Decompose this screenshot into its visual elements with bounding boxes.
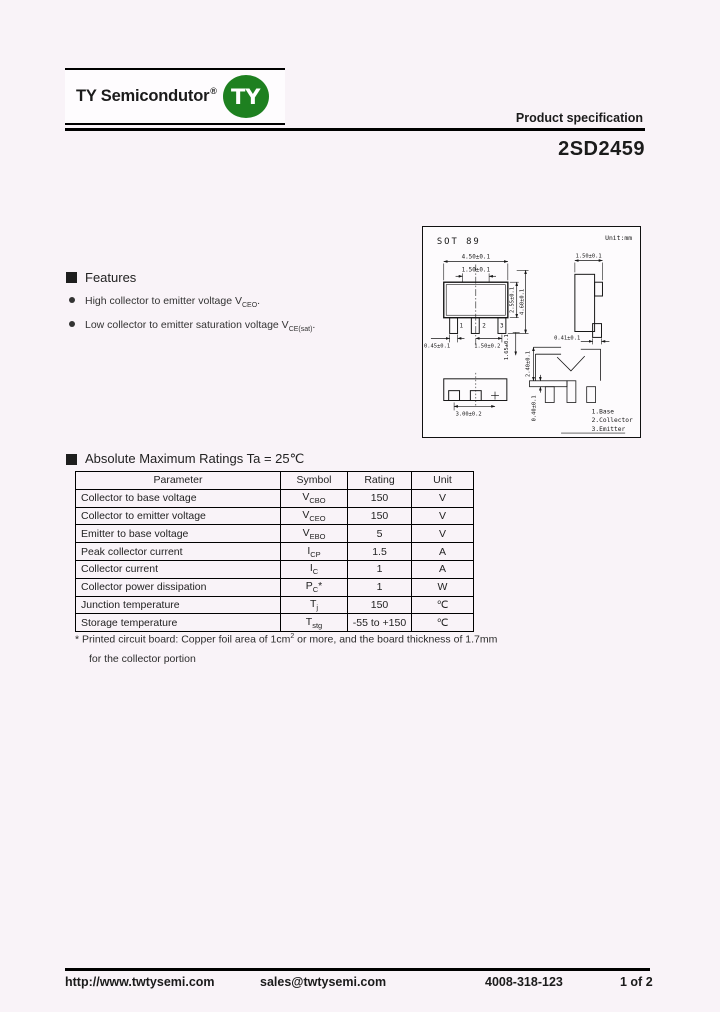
pin-number-2: 2 <box>482 323 486 330</box>
pin-legend-collector: 2.Collector <box>591 417 633 425</box>
cell-parameter: Collector to base voltage <box>76 489 281 507</box>
cell-rating: 1.5 <box>348 543 412 561</box>
footer-rule <box>65 968 650 971</box>
cell-symbol <box>281 560 348 578</box>
ty-logo-icon: TY <box>223 75 269 118</box>
footnote-line2: for the collector portion <box>89 652 196 665</box>
drawing-lines <box>431 261 625 434</box>
cell-symbol <box>281 543 348 561</box>
feature-item <box>66 319 436 333</box>
table-row <box>76 543 474 561</box>
dim-pitch2: 1.50±0.2 <box>474 343 501 350</box>
cell-parameter: Junction temperature <box>76 596 281 614</box>
cell-rating: 1 <box>348 560 412 578</box>
symbol-sub: CEO <box>309 514 326 524</box>
table-row <box>76 614 474 632</box>
cell-unit: V <box>412 525 474 543</box>
cell-symbol <box>281 614 348 632</box>
feature-subscript: CEO <box>242 302 258 310</box>
cell-rating: 1 <box>348 578 412 596</box>
cell-symbol <box>281 525 348 543</box>
feature-text-main: Low collector to emitter saturation voltage V <box>85 319 289 332</box>
dim-body-height: 2.55±0.1 <box>509 286 516 313</box>
footer-phone: 4008-318-123 <box>485 975 563 989</box>
feature-item <box>66 295 436 309</box>
col-header-unit: Unit <box>412 472 474 490</box>
cell-symbol <box>281 578 348 596</box>
cell-parameter: Collector current <box>76 560 281 578</box>
symbol-main: I <box>309 562 313 575</box>
table-row <box>76 507 474 525</box>
cell-unit: V <box>412 489 474 507</box>
symbol-sub: C <box>312 567 319 577</box>
cell-rating: -55 to +150 <box>348 614 412 632</box>
footnote-post: or more, and the board thickness of 1.7mm <box>294 633 498 646</box>
cell-parameter: Collector power dissipation <box>76 578 281 596</box>
cell-symbol <box>281 489 348 507</box>
pin-legend-base: 1.Base <box>591 408 615 416</box>
dim-pitch: 1.50±0.1 <box>461 267 491 274</box>
table-footnote <box>75 633 497 665</box>
cell-symbol <box>281 596 348 614</box>
package-type-label: SOT 89 <box>436 236 481 247</box>
company-name <box>76 87 216 106</box>
symbol-main: I <box>307 544 311 557</box>
unit-label: Unit:mm <box>605 233 633 242</box>
symbol-main: T <box>305 615 313 628</box>
symbol-main: T <box>309 597 317 610</box>
footnote-superscript: 2 <box>290 633 295 640</box>
dim-top-width: 4.50±0.1 <box>461 254 491 261</box>
cell-unit: ℃ <box>412 596 474 614</box>
cell-rating: 150 <box>348 507 412 525</box>
section-square-icon <box>66 272 77 283</box>
cell-unit: V <box>412 507 474 525</box>
symbol-main: V <box>302 508 310 521</box>
feature-text <box>85 295 260 309</box>
cell-parameter: Peak collector current <box>76 543 281 561</box>
dim-total-height: 4.60±0.1 <box>519 288 526 315</box>
col-header-symbol: Symbol <box>281 472 348 490</box>
dim-profile-c: 0.40±0.1 <box>531 395 538 422</box>
symbol-sub: j <box>316 603 319 613</box>
company-name-text: TY Semicondutor <box>76 87 210 105</box>
footer-email: sales@twtysemi.com <box>260 975 387 989</box>
cell-unit: W <box>412 578 474 596</box>
bullet-icon <box>69 297 75 303</box>
symbol-suffix: * <box>318 580 323 593</box>
table-row <box>76 489 474 507</box>
pin-number-1: 1 <box>459 323 464 330</box>
footnote-pre: * Printed circuit board: Copper foil area of 1cm <box>75 633 291 646</box>
package-drawing <box>423 227 639 436</box>
dim-profile-b: 2.40±0.1 <box>525 351 532 378</box>
ratings-heading <box>66 451 304 467</box>
footer-page-number: 1 of 2 <box>620 975 653 989</box>
dim-profile-a: 1.65±0.1 <box>503 334 510 361</box>
symbol-sub: CBO <box>309 496 326 506</box>
feature-text <box>85 319 315 333</box>
features-heading <box>66 270 436 285</box>
section-square-icon <box>66 454 77 465</box>
company-logo <box>65 68 285 125</box>
footnote-line1 <box>75 633 497 646</box>
cell-unit: A <box>412 543 474 561</box>
cell-rating: 150 <box>348 489 412 507</box>
table-row <box>76 578 474 596</box>
feature-text-end: . <box>312 319 316 332</box>
cell-rating: 150 <box>348 596 412 614</box>
dim-bottom-width: 3.00±0.2 <box>455 411 482 418</box>
ratings-table <box>75 471 474 632</box>
registered-mark: ® <box>210 86 217 96</box>
symbol-main: V <box>302 526 310 539</box>
dim-lead-thickness: 0.41±0.1 <box>554 335 581 342</box>
table-row <box>76 596 474 614</box>
col-header-parameter: Parameter <box>76 472 281 490</box>
dim-lead-width: 0.45±0.1 <box>424 343 451 350</box>
feature-text-end: . <box>257 295 261 307</box>
cell-rating: 5 <box>348 525 412 543</box>
symbol-main: P <box>305 580 313 593</box>
dim-side-width: 1.50±0.1 <box>575 253 602 260</box>
feature-text-main: High collector to emitter voltage V <box>85 295 242 307</box>
package-outline-box <box>422 226 641 438</box>
cell-parameter: Emitter to base voltage <box>76 525 281 543</box>
cell-parameter: Collector to emitter voltage <box>76 507 281 525</box>
features-section <box>66 270 436 333</box>
table-row <box>76 525 474 543</box>
symbol-sub: EBO <box>309 531 326 541</box>
spec-label: Product specification <box>515 111 643 125</box>
pin-number-3: 3 <box>499 323 504 330</box>
footer <box>0 975 720 995</box>
symbol-sub: CP <box>310 549 321 559</box>
cell-unit: A <box>412 560 474 578</box>
ratings-title: Absolute Maximum Ratings Ta = 25℃ <box>85 451 305 466</box>
symbol-sub: stg <box>312 620 323 630</box>
header-rule <box>65 128 645 131</box>
part-number: 2SD2459 <box>558 138 645 160</box>
table-header-row <box>76 472 474 490</box>
footer-url: http://www.twtysemi.com <box>65 975 215 989</box>
cell-symbol <box>281 507 348 525</box>
cell-unit: ℃ <box>412 614 474 632</box>
symbol-sub: C <box>312 585 319 595</box>
table-row <box>76 560 474 578</box>
cell-parameter: Storage temperature <box>76 614 281 632</box>
feature-subscript: CE(sat) <box>288 326 313 334</box>
col-header-rating: Rating <box>348 472 412 490</box>
pin-legend-emitter: 3.Emitter <box>591 426 626 434</box>
symbol-main: V <box>302 491 310 504</box>
bullet-icon <box>69 321 75 327</box>
features-title: Features <box>85 270 137 285</box>
